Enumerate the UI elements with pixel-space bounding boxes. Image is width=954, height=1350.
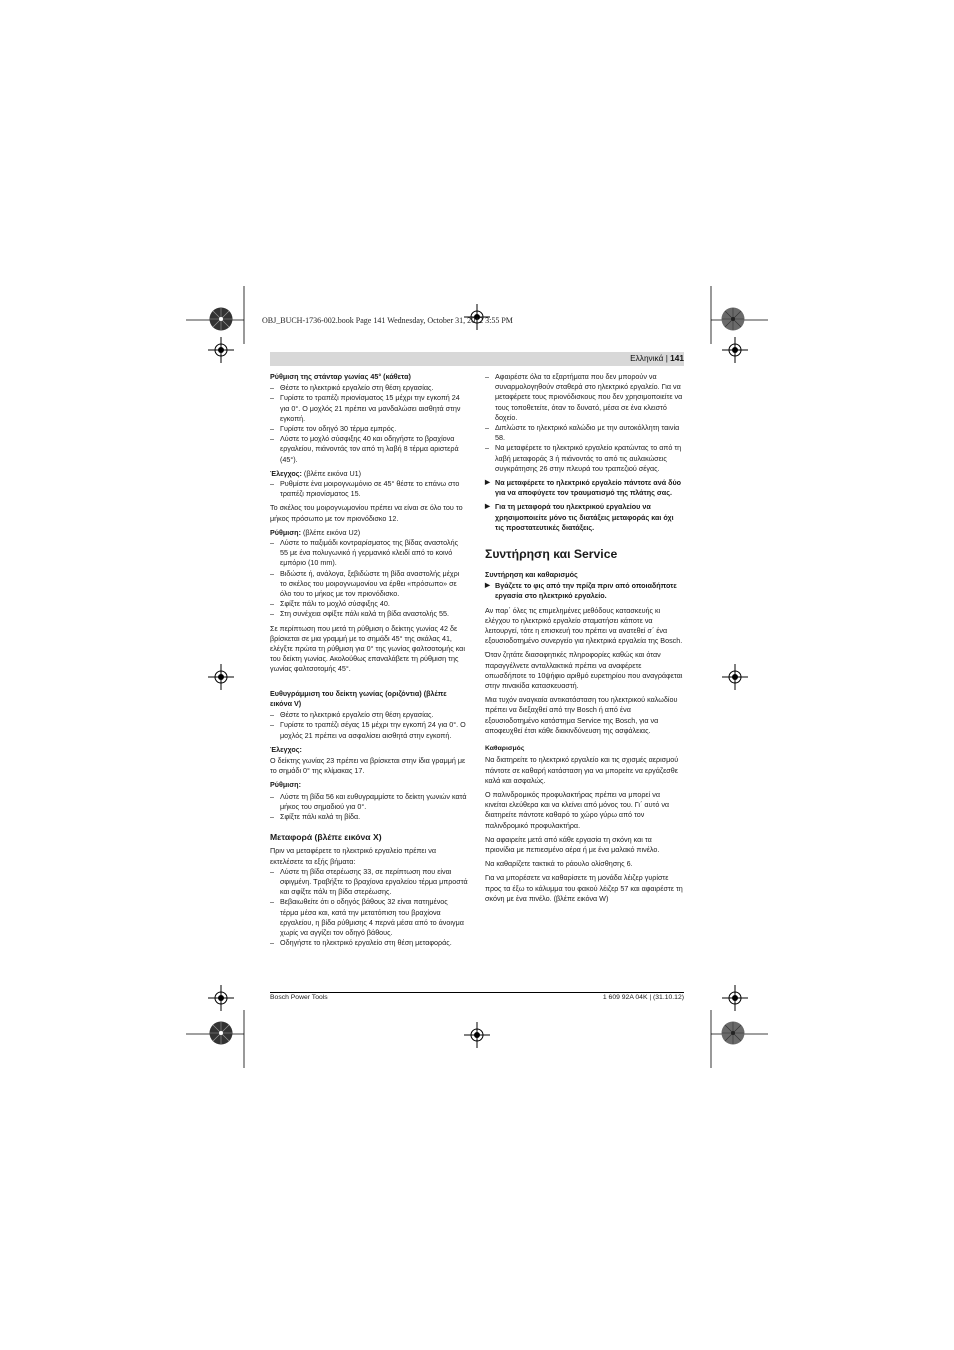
paragraph: Μια τυχόν αναγκαία αντικατάσταση του ηλεκτρικού καλωδίου πρέπει να διεξαχθεί από την Bosch ή από ένα εξουσιοδοτημένο κατάστημα Service της Bosch, για να αποφευχθεί έτσι κάθε διακινδύνευση της ασφάλειας. <box>485 695 678 735</box>
triangle-bullet-icon: ▶ <box>485 503 490 511</box>
registration-mark-icon <box>208 664 234 690</box>
left-column <box>270 372 468 948</box>
file-info-line: OBJ_BUCH-1736-002.book Page 141 Wednesday, October 31, 2012 3:55 PM <box>262 316 513 325</box>
dash-bullet-icon: – <box>270 568 274 578</box>
registration-mark-icon <box>722 985 748 1011</box>
list-item: – Σφίξτε πάλι το μοχλό σύσφιξης 40. <box>270 599 390 609</box>
registration-mark-icon <box>208 985 234 1011</box>
list-item: – Θέστε το ηλεκτρικό εργαλείο στη θέση εργασίας. <box>270 710 434 720</box>
list-item: – Στη συνέχεια σφίξτε πάλι καλά τη βίδα αναστολής 55. <box>270 609 449 619</box>
list-item: – Γυρίστε το τραπέζι σέγας 15 μέχρι την εγκοπή 24 για 0°. Ο μοχλός 21 πρέπει να ασφαλίσει αισθητά στην εγκοπή. <box>270 720 466 740</box>
header-language: Ελληνικά <box>630 353 664 363</box>
dash-bullet-icon: – <box>270 393 274 403</box>
section-title: Συντήρηση και Service <box>485 547 618 562</box>
header-separator: | <box>663 353 671 363</box>
list-item: – Γυρίστε το τραπέζι πριονίσματος 15 μέχρι την εγκοπή 24 για 0°. Ο μοχλός 21 πρέπει να μανδαλώσει αισθητά στην εγκοπή. <box>270 393 461 423</box>
color-target-icon <box>721 307 745 331</box>
color-target-icon <box>209 307 233 331</box>
dash-bullet-icon: – <box>485 372 489 381</box>
registration-mark-icon <box>722 664 748 690</box>
list-item: – Θέστε το ηλεκτρικό εργαλείο στη θέση εργασίας. <box>270 383 434 393</box>
adjust-label: Ρύθμιση: <box>270 780 301 790</box>
dash-bullet-icon: – <box>270 434 274 444</box>
warning-item: ▶ Για τη μεταφορά του ηλεκτρικού εργαλείου να χρησιμοποιείτε μόνο τις διατάξεις μεταφοράς και όχι τις προστατευτικές διατάξεις. <box>485 502 674 532</box>
paragraph: Να διατηρείτε το ηλεκτρικό εργαλείο και τις σχισμές αερισμού πάντοτε σε καθαρή κατάσταση για να μπορείτε να εργάζεσθε καλά και ασφαλώς. <box>485 755 679 785</box>
paragraph: Για να μπορέσετε να καθαρίσετε τη μονάδα λέιζερ γυρίστε προς τα έξω το κάλυμμα του φακού λέιζερ 57 και αφαιρέστε τη σκόνη με ένα πινέλο. (βλέπε εικόνα W) <box>485 873 683 903</box>
list-item: – Λύστε το παξιμάδι κοντραρίσματος της βίδας αναστολής 55 με ένα πολυγωνικό ή γερμανικό κλειδί από το κοινό εμπόριο (10 mm). <box>270 538 459 568</box>
section-heading: Ρύθμιση της στάνταρ γωνίας 45° (κάθετα) <box>270 372 411 381</box>
registration-mark-icon <box>464 1022 490 1048</box>
paragraph: Σε περίπτωση που μετά τη ρύθμιση ο δείκτης γωνίας 42 δε βρίσκεται σε μια γραμμή με το σημάδι 45° της σκάλας 41, ελέγξτε πρώτα τη ρύθμιση για 0° της γωνίας φαλτσοτομής και του δείκτη γωνίας. Ακολούθως επαναλάβετε τη ρύθμιση της γωνίας φαλτσοτομής 45°. <box>270 623 465 674</box>
section-heading: Συντήρηση και καθαρισμός <box>485 570 578 580</box>
list-item: – Αφαιρέστε όλα τα εξαρτήματα που δεν μπορούν να συναρμολογηθούν σταθερά στο ηλεκτρικό εργαλείο. Για να μεταφέρετε τους πριονόδισκους που δεν χρησιμοποιείτε να τους τοποθετείτε, όταν το δυνατό, μέσα σε ένα κλειστό δοχείο. <box>485 372 683 422</box>
list-item: – Βιδώστε ή, ανάλογα, ξεβιδώστε τη βίδα αναστολής μέχρι το σκέλος του μοιρογνωμονίου να έρθει «πρόσωπο» σε όλο του το μήκος με τον πριονόδισκο. <box>270 568 460 599</box>
dash-bullet-icon: – <box>270 424 274 434</box>
section-heading: Ευθυγράμμιση του δείκτη γωνίας (οριζόντια) (βλέπε εικόνα V) <box>270 688 447 708</box>
triangle-bullet-icon: ▶ <box>485 479 490 487</box>
page-number: 141 <box>670 353 684 363</box>
list-item: – Λύστε το μοχλό σύσφιξης 40 και οδηγήστε το βραχίονα εργαλείου, πιάνοντάς τον από τη λαβή 8 τέρμα αριστερά (45°). <box>270 434 459 464</box>
dash-bullet-icon: – <box>485 423 489 433</box>
registration-mark-icon <box>722 337 748 363</box>
list-item: – Βεβαιωθείτε ότι ο οδηγός βάθους 32 είναι πατημένος τέρμα μέσα και, κατά την μετατόπιση του βραχίονα εργαλείου, η βίδα ρύθμισης 4 περνά μέσα από το άνοιγμα χωρίς να αγγίζει τον οδηγό βάθους. <box>270 897 464 937</box>
list-item: – Λύστε τη βίδα στερέωσης 33, σε περίπτωση που είναι σφιγμένη. Τραβήξτε το βραχίονα εργαλείου τέρμα μπροστά και σφίξτε πάλι τη βίδα στερέωσης. <box>270 866 468 897</box>
footer-rule <box>270 992 684 993</box>
page-header <box>630 353 684 363</box>
dash-bullet-icon: – <box>270 383 274 393</box>
dash-bullet-icon: – <box>485 443 489 453</box>
paragraph: Ο παλινδρομικός προφυλακτήρας πρέπει να μπορεί να κινείται ελεύθερα και να κλείνει από μόνος του. Γι΄ αυτό να διατηρείτε πάντοτε καθαρό το χώρο γύρω από τον παλινδρομικό προφυλακτήρα. <box>485 789 670 830</box>
section-heading: Μεταφορά (βλέπε εικόνα X) <box>270 832 382 843</box>
list-item: – Γυρίστε τον οδηγό 30 τέρμα εμπρός. <box>270 424 397 434</box>
paragraph: Πριν να μεταφέρετε το ηλεκτρικό εργαλείο πρέπει να εκτελέσετε τα εξής βήματα: <box>270 846 436 866</box>
adjust-line: Ρύθμιση: (βλέπε εικόνα U2) <box>270 527 361 537</box>
color-target-icon <box>721 1021 745 1045</box>
dash-bullet-icon: – <box>270 609 274 619</box>
dash-bullet-icon: – <box>270 720 274 730</box>
list-item: – Σφίξτε πάλι καλά τη βίδα. <box>270 811 361 821</box>
check-line: Έλεγχος: (βλέπε εικόνα U1) <box>270 468 362 478</box>
dash-bullet-icon: – <box>270 479 274 489</box>
list-item: – Οδηγήστε το ηλεκτρικό εργαλείο στη θέση μεταφοράς. <box>270 938 452 948</box>
right-column <box>485 372 683 908</box>
paragraph: Αν παρ΄ όλες τις επιμελημένες μεθόδους κατασκευής κι ελέγχου το ηλεκτρικό εργαλείο σταματήσει κάποτε να λειτουργεί, τότε η επισκευή του πρέπει να ανατεθεί σ΄ ένα εξουσιοδοτημένο συνεργείο για ηλεκτρικά εργαλεία της Bosch. <box>485 605 683 646</box>
check-label: Έλεγχος: <box>270 744 302 754</box>
dash-bullet-icon: – <box>270 710 274 720</box>
footer-brand: Bosch Power Tools <box>270 994 328 1001</box>
dash-bullet-icon: – <box>270 938 274 948</box>
triangle-bullet-icon: ▶ <box>485 582 490 590</box>
dash-bullet-icon: – <box>270 538 274 548</box>
paragraph: Όταν ζητάτε διασαφητικές πληροφορίες καθώς και όταν παραγγέλνετε ανταλλακτικά πρέπει να αναφέρετε οπωσδήποτε το 10ψήφιο αριθμό ευρετηρίου που αναγράφεται στην πινακίδα κατασκευαστή. <box>485 650 683 691</box>
dash-bullet-icon: – <box>270 811 274 821</box>
color-target-icon <box>209 1021 233 1045</box>
dash-bullet-icon: – <box>270 599 274 609</box>
footer-code: 1 609 92A 04K | (31.10.12) <box>602 994 684 1001</box>
list-item: – Ρυθμίστε ένα μοιρογνωμόνιο σε 45° θέστε το επάνω στο τραπέζι πριονίσματος 15. <box>270 479 460 499</box>
dash-bullet-icon: – <box>270 791 274 801</box>
paragraph: Να καθαρίζετε τακτικά το ράουλο ολίσθησης 6. <box>485 859 633 869</box>
warning-item: ▶ Βγάζετε το φις από την πρίζα πριν από οποιαδήποτε εργασία στο ηλεκτρικό εργαλείο. <box>485 581 677 601</box>
dash-bullet-icon: – <box>270 897 274 907</box>
header-bar <box>270 352 684 366</box>
registration-mark-icon <box>208 337 234 363</box>
section-heading: Καθαρισμός <box>485 745 525 753</box>
list-item: – Να μεταφέρετε το ηλεκτρικό εργαλείο κρατώντας το από τη λαβή μεταφοράς 3 ή πιάνοντάς το από τις αυλακώσεις συγκράτησης 26 στην πλευρά του τραπεζιού σέγας. <box>485 443 682 473</box>
warning-item: ▶ Να μεταφέρετε το ηλεκτρικό εργαλείο πάντοτε ανά δύο για να αποφύγετε τον τραυματισμό της πλάτης σας. <box>485 478 682 498</box>
dash-bullet-icon: – <box>270 866 274 876</box>
list-item: – Λύστε τη βίδα 56 και ευθυγραμμίστε το δείκτη γωνιών κατά μήκος του σημαδιού για 0°. <box>270 791 467 811</box>
paragraph: Ο δείκτης γωνίας 23 πρέπει να βρίσκεται στην ίδια γραμμή με το σημάδι 0° της κλίμακας 17. <box>270 755 466 776</box>
paragraph: Να αφαιρείτε μετά από κάθε εργασία τη σκόνη και τα πριονίδια με πεπιεσμένο αέρα ή με ένα μαλακό πινέλο. <box>485 834 660 854</box>
paragraph: Το σκέλος του μοιρογνωμονίου πρέπει να είναι σε όλο του το μήκος πρόσωπο με τον πριονόδισκο 12. <box>270 503 463 523</box>
list-item: – Διπλώστε το ηλεκτρικό καλώδιο με την αυτοκόλλητη ταινία 58. <box>485 423 680 443</box>
